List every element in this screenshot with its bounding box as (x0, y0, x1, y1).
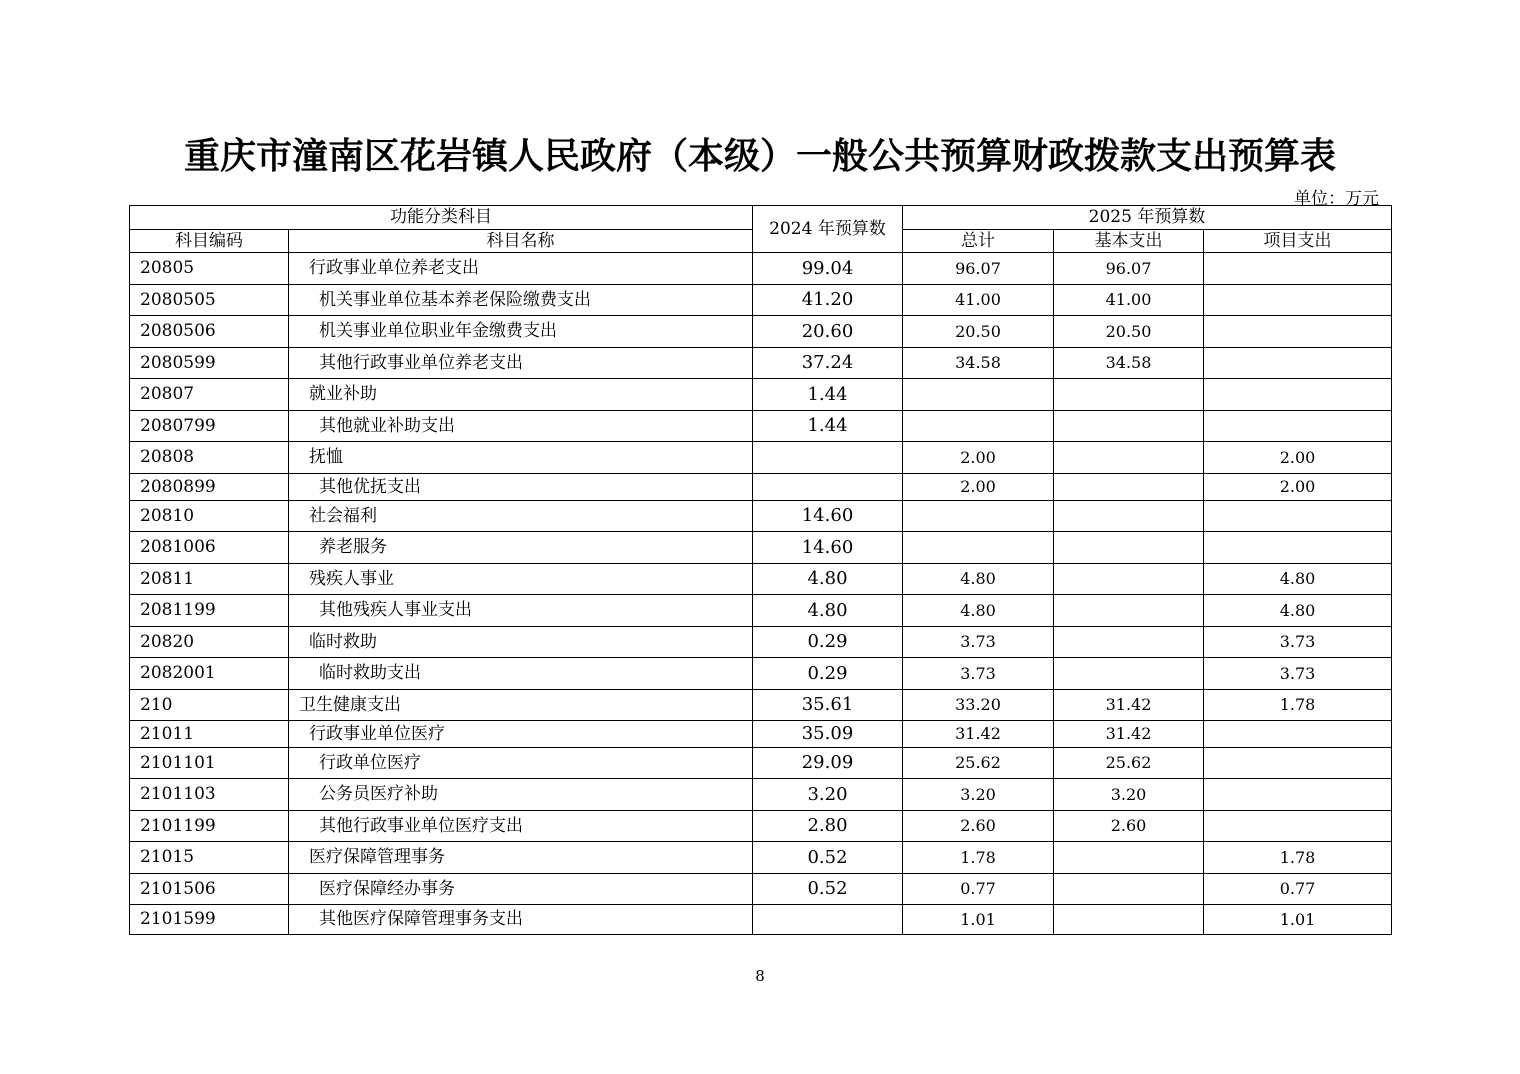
table-row (130, 811, 1392, 842)
row-basic (1054, 379, 1204, 411)
row-name: 其他行政事业单位养老支出 (289, 348, 753, 379)
row-project: 4.80 (1204, 564, 1392, 595)
row-basic: 34.58 (1054, 348, 1204, 379)
row-name: 行政单位医疗 (289, 748, 753, 779)
row-project (1204, 779, 1392, 811)
row-name: 机关事业单位基本养老保险缴费支出 (289, 285, 753, 316)
row-project: 2.00 (1204, 474, 1392, 501)
header-code: 科目编码 (130, 230, 289, 253)
row-budget-2024: 20.60 (753, 316, 903, 348)
row-budget-2024: 4.80 (753, 564, 903, 595)
row-name: 卫生健康支出 (289, 690, 753, 721)
row-basic (1054, 501, 1204, 532)
row-project (1204, 501, 1392, 532)
row-total: 25.62 (903, 748, 1054, 779)
page-number: 8 (755, 967, 765, 985)
row-code: 2101101 (130, 748, 289, 779)
row-basic (1054, 595, 1204, 627)
header-name: 科目名称 (289, 230, 753, 253)
row-budget-2024: 35.09 (753, 721, 903, 748)
row-basic (1054, 874, 1204, 905)
row-basic (1054, 627, 1204, 658)
row-basic: 25.62 (1054, 748, 1204, 779)
row-budget-2024 (753, 474, 903, 501)
row-project: 1.01 (1204, 905, 1392, 935)
row-project: 2.00 (1204, 442, 1392, 474)
row-basic (1054, 442, 1204, 474)
row-budget-2024: 37.24 (753, 348, 903, 379)
row-name: 残疾人事业 (289, 564, 753, 595)
table-row (130, 874, 1392, 905)
header-function-category: 功能分类科目 (130, 206, 753, 230)
row-budget-2024: 41.20 (753, 285, 903, 316)
row-basic (1054, 532, 1204, 564)
row-code: 20811 (130, 564, 289, 595)
row-name: 公务员医疗补助 (289, 779, 753, 811)
row-project: 1.78 (1204, 690, 1392, 721)
row-project (1204, 811, 1392, 842)
row-budget-2024: 1.44 (753, 411, 903, 442)
row-code: 20820 (130, 627, 289, 658)
header-total: 总计 (903, 230, 1054, 253)
row-code: 20807 (130, 379, 289, 411)
row-total: 3.73 (903, 658, 1054, 690)
row-name: 社会福利 (289, 501, 753, 532)
page-title: 重庆市潼南区花岩镇人民政府（本级）一般公共预算财政拨款支出预算表 (183, 135, 1336, 177)
row-basic (1054, 905, 1204, 935)
row-project (1204, 532, 1392, 564)
row-total: 31.42 (903, 721, 1054, 748)
row-basic: 31.42 (1054, 721, 1204, 748)
row-total: 2.60 (903, 811, 1054, 842)
row-code: 210 (130, 690, 289, 721)
row-project (1204, 285, 1392, 316)
row-budget-2024 (753, 442, 903, 474)
table-row (130, 905, 1392, 935)
row-code: 2080899 (130, 474, 289, 501)
row-project: 4.80 (1204, 595, 1392, 627)
row-name: 其他残疾人事业支出 (289, 595, 753, 627)
row-basic: 2.60 (1054, 811, 1204, 842)
table-row (130, 285, 1392, 316)
row-project: 1.78 (1204, 842, 1392, 874)
table-row (130, 690, 1392, 721)
row-project (1204, 253, 1392, 285)
row-name: 医疗保障经办事务 (289, 874, 753, 905)
row-project: 3.73 (1204, 658, 1392, 690)
row-project (1204, 348, 1392, 379)
table-row (130, 253, 1392, 285)
row-total: 41.00 (903, 285, 1054, 316)
row-project: 0.77 (1204, 874, 1392, 905)
table-row (130, 501, 1392, 532)
row-name: 抚恤 (289, 442, 753, 474)
row-code: 2080505 (130, 285, 289, 316)
row-budget-2024: 4.80 (753, 595, 903, 627)
row-total (903, 532, 1054, 564)
row-basic (1054, 474, 1204, 501)
row-total (903, 379, 1054, 411)
row-code: 2080506 (130, 316, 289, 348)
row-code: 2101506 (130, 874, 289, 905)
row-budget-2024: 0.52 (753, 842, 903, 874)
header-project: 项目支出 (1204, 230, 1392, 253)
row-basic (1054, 842, 1204, 874)
row-project (1204, 748, 1392, 779)
row-name: 其他优抚支出 (289, 474, 753, 501)
row-name: 其他医疗保障管理事务支出 (289, 905, 753, 935)
table-row (130, 442, 1392, 474)
row-budget-2024: 0.29 (753, 658, 903, 690)
row-basic: 96.07 (1054, 253, 1204, 285)
header-basic: 基本支出 (1054, 230, 1204, 253)
row-basic: 20.50 (1054, 316, 1204, 348)
header-budget-2024: 2024 年预算数 (753, 206, 903, 253)
table-row (130, 842, 1392, 874)
row-project: 3.73 (1204, 627, 1392, 658)
row-total: 33.20 (903, 690, 1054, 721)
row-budget-2024: 3.20 (753, 779, 903, 811)
table-row (130, 348, 1392, 379)
table-row (130, 627, 1392, 658)
row-total: 20.50 (903, 316, 1054, 348)
row-name: 养老服务 (289, 532, 753, 564)
row-total: 4.80 (903, 595, 1054, 627)
table-row (130, 474, 1392, 501)
row-total: 96.07 (903, 253, 1054, 285)
row-total (903, 501, 1054, 532)
table-row (130, 721, 1392, 748)
row-budget-2024: 99.04 (753, 253, 903, 285)
row-budget-2024: 2.80 (753, 811, 903, 842)
row-code: 2101199 (130, 811, 289, 842)
row-budget-2024 (753, 905, 903, 935)
row-total: 3.73 (903, 627, 1054, 658)
row-total: 2.00 (903, 474, 1054, 501)
row-name: 临时救助支出 (289, 658, 753, 690)
unit-label: 单位：万元 (1294, 189, 1379, 209)
row-total: 3.20 (903, 779, 1054, 811)
row-project (1204, 721, 1392, 748)
header-row-1 (130, 206, 1392, 230)
row-total: 1.78 (903, 842, 1054, 874)
row-name: 临时救助 (289, 627, 753, 658)
table-row (130, 779, 1392, 811)
row-basic: 31.42 (1054, 690, 1204, 721)
row-total: 1.01 (903, 905, 1054, 935)
table-row (130, 532, 1392, 564)
row-code: 2080799 (130, 411, 289, 442)
row-name: 就业补助 (289, 379, 753, 411)
budget-table (129, 205, 1392, 935)
row-code: 21015 (130, 842, 289, 874)
row-project (1204, 411, 1392, 442)
row-name: 行政事业单位医疗 (289, 721, 753, 748)
row-name: 行政事业单位养老支出 (289, 253, 753, 285)
row-code: 2082001 (130, 658, 289, 690)
row-basic (1054, 564, 1204, 595)
row-budget-2024: 0.29 (753, 627, 903, 658)
table-row (130, 411, 1392, 442)
row-name: 其他就业补助支出 (289, 411, 753, 442)
row-code: 20805 (130, 253, 289, 285)
row-budget-2024: 35.61 (753, 690, 903, 721)
row-basic (1054, 411, 1204, 442)
row-code: 2080599 (130, 348, 289, 379)
row-budget-2024: 1.44 (753, 379, 903, 411)
row-total: 0.77 (903, 874, 1054, 905)
row-basic: 41.00 (1054, 285, 1204, 316)
row-code: 2081006 (130, 532, 289, 564)
row-budget-2024: 14.60 (753, 501, 903, 532)
row-total: 2.00 (903, 442, 1054, 474)
row-code: 2101599 (130, 905, 289, 935)
row-code: 20808 (130, 442, 289, 474)
table-row (130, 379, 1392, 411)
header-budget-2025: 2025 年预算数 (903, 206, 1392, 230)
table-row (130, 748, 1392, 779)
row-name: 机关事业单位职业年金缴费支出 (289, 316, 753, 348)
row-basic: 3.20 (1054, 779, 1204, 811)
row-budget-2024: 29.09 (753, 748, 903, 779)
table-row (130, 316, 1392, 348)
row-project (1204, 316, 1392, 348)
row-budget-2024: 14.60 (753, 532, 903, 564)
row-total: 34.58 (903, 348, 1054, 379)
table-row (130, 564, 1392, 595)
row-total (903, 411, 1054, 442)
row-name: 其他行政事业单位医疗支出 (289, 811, 753, 842)
table-row (130, 658, 1392, 690)
row-code: 20810 (130, 501, 289, 532)
row-total: 4.80 (903, 564, 1054, 595)
row-budget-2024: 0.52 (753, 874, 903, 905)
row-code: 21011 (130, 721, 289, 748)
table-body (130, 253, 1392, 935)
row-project (1204, 379, 1392, 411)
row-name: 医疗保障管理事务 (289, 842, 753, 874)
row-code: 2081199 (130, 595, 289, 627)
row-code: 2101103 (130, 779, 289, 811)
table-row (130, 595, 1392, 627)
row-basic (1054, 658, 1204, 690)
